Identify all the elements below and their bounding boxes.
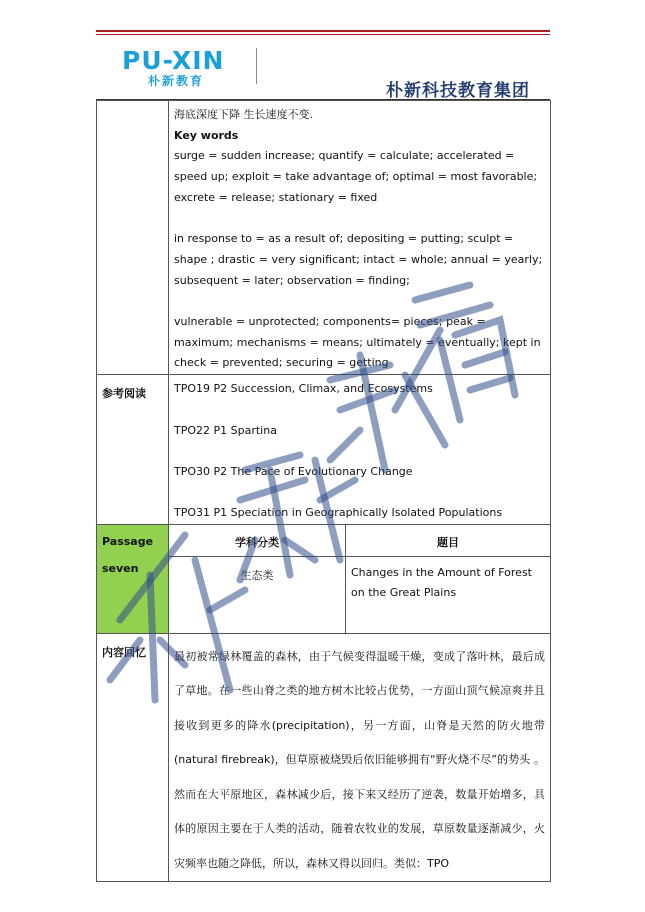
keywords-paragraph-1: surge = sudden increase; quantify = calculate; accelerated = speed up; exploit = take advantage of; optimal = most favorable; excrete = release; stationary = fixed [174,149,538,204]
reading-row [97,375,551,525]
recall-row [97,633,551,882]
keywords-paragraph-3: vulnerable = unprotected; components= pieces; peak = maximum; mechanisms = means; ultimately = eventually; kept in check = prevented; securing = getting [174,315,541,370]
passage-header-row [97,524,551,556]
reading-item: TPO30 P2 The Pace of Evolutionary Change [174,464,413,478]
keywords-label-cell [97,101,169,375]
recall-label: 内容回忆 [102,645,146,659]
reading-item: TPO31 P1 Speciation in Geographically Isolated Populations [174,506,503,520]
reading-item: TPO19 P2 Succession, Climax, and Ecosystems [174,382,433,396]
reading-label-cell [97,375,169,525]
company-name: 朴新科技教育集团 [386,81,530,101]
reading-content-cell [169,375,551,525]
topic-cell [346,556,551,633]
recall-content-cell [169,633,551,882]
topic-value: Changes in the Amount of Forest on the Great Plains [351,565,532,600]
passage-label-cell [97,524,169,633]
topic-header-cell [346,524,551,556]
category-header: 学科分类 [235,535,279,549]
passage-table [96,100,551,882]
reading-label: 参考阅读 [102,387,146,401]
category-cell [169,556,346,633]
recall-label-cell [97,633,169,882]
header-top-rule [96,30,550,32]
depth-note: 海底深度下降 生长速度不变. [174,108,313,121]
keywords-paragraph-2: in response to = as a result of; depositing = putting; sculpt = shape ; drastic = very significant; intact = whole; annual = yearly; subsequent = later; observation = finding; [174,232,543,287]
recall-text: 最初被常绿林覆盖的森林，由于气候变得温暖干燥，变成了落叶林，最后成了草地。在一些山脊之类的地方树木比较占优势，一方面山顶气候凉爽并且接收到更多的降水(precipitation)，另一方面，山脊是天然的防火地带(natural firebreak)，但草原被烧毁后依旧能够拥有“野火烧不尽”的势头 。然而在大平原地区，森林减少后，接下来又经历了逆袭，数量开始增多，具体的原因主要在于人类的活动，随着农牧业的发展，草原数量逐渐减少，火灾频率也随之降低，所以，森林又得以回归。类似：TPO [174,649,545,870]
keywords-row [97,101,551,375]
header-top-rule-thin [96,34,550,35]
logo-chinese: 朴新教育 [148,74,205,88]
keywords-content-cell [169,101,551,375]
reading-item: TPO22 P1 Spartina [174,423,277,437]
topic-header: 题目 [437,535,459,549]
logo-english: PU-XIN [122,46,225,75]
category-value: 生态类 [240,568,274,582]
keywords-title: Key words [174,128,239,142]
category-header-cell [169,524,346,556]
puxin-logo [122,46,262,90]
logo-divider [256,48,257,84]
passage-label-line1: Passage [102,534,154,548]
passage-label-line2: seven [102,561,139,575]
